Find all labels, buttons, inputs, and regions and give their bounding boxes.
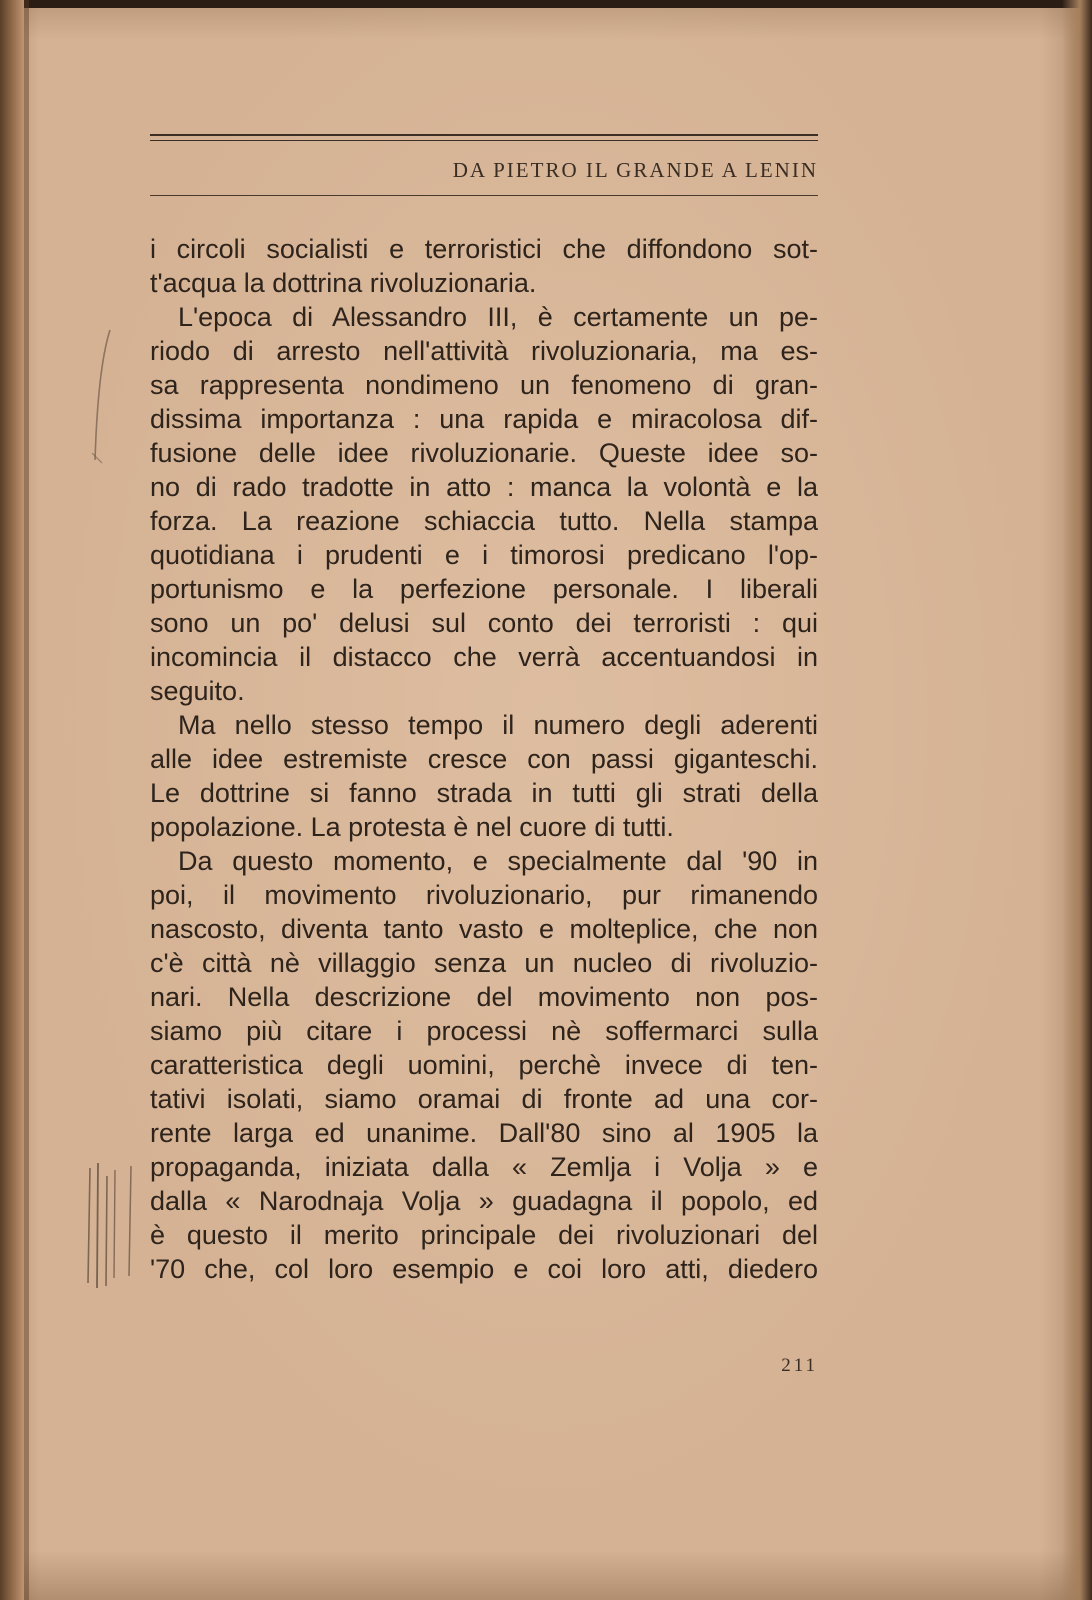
header-rule-top [150, 134, 818, 141]
text-line: Le dottrine si fanno strada in tutti gli strati della [150, 778, 818, 808]
pencil-bracket-mark [80, 325, 120, 475]
text-line: fusione delle idee rivoluzionarie. Queste idee so- [150, 438, 818, 468]
text-line: no di rado tradotte in atto : manca la volontà e la [150, 472, 818, 502]
text-line: Ma nello stesso tempo il numero degli aderenti [178, 710, 818, 740]
text-line: tativi isolati, siamo oramai di fronte ad una cor- [150, 1084, 818, 1114]
page-right-edge [1062, 0, 1092, 1600]
text-line: sa rappresenta nondimeno un fenomeno di gran- [150, 370, 818, 400]
header-rule-bottom [150, 195, 818, 196]
text-line: c'è città nè villaggio senza un nucleo di rivoluzio- [150, 948, 818, 978]
body-text [150, 232, 818, 1286]
text-line: Da questo momento, e specialmente dal '90 in [178, 846, 818, 876]
text-line: quotidiana i prudenti e i timorosi predicano l'op- [150, 540, 818, 570]
spine-shadow [24, 0, 29, 1600]
text-line: seguito. [150, 676, 245, 706]
text-line: popolazione. La protesta è nel cuore di tutti. [150, 812, 674, 842]
pencil-margin-lines [78, 1158, 148, 1298]
text-line: L'epoca di Alessandro III, è certamente un pe- [178, 302, 818, 332]
text-line: dissima importanza : una rapida e miracolosa dif- [150, 404, 818, 434]
text-line: rente larga ed unanime. Dall'80 sino al 1905 la [150, 1118, 818, 1148]
text-line: è questo il merito principale dei rivoluzionari del [150, 1220, 818, 1250]
text-line: incomincia il distacco che verrà accentuandosi in [150, 642, 818, 672]
text-line: '70 che, col loro esempio e coi loro atti, diedero [150, 1254, 818, 1284]
running-head: DA PIETRO IL GRANDE A LENIN [452, 158, 818, 182]
page-number: 211 [781, 1355, 818, 1376]
text-line: alle idee estremiste cresce con passi giganteschi. [150, 744, 818, 774]
text-line: poi, il movimento rivoluzionario, pur rimanendo [150, 880, 818, 910]
text-line: siamo più citare i processi nè soffermarci sulla [150, 1016, 818, 1046]
text-line: dalla « Narodnaja Volja » guadagna il popolo, ed [150, 1186, 818, 1216]
text-line: sono un po' delusi sul conto dei terroristi : qui [150, 608, 818, 638]
text-line: forza. La reazione schiaccia tutto. Nella stampa [150, 506, 818, 536]
page-top-edge [0, 0, 1092, 8]
text-line: portunismo e la perfezione personale. I liberali [150, 574, 818, 604]
text-line: i circoli socialisti e terroristici che diffondono sot- [150, 234, 818, 264]
text-line: riodo di arresto nell'attività rivoluzionaria, ma es- [150, 336, 818, 366]
text-line: nari. Nella descrizione del movimento non pos- [150, 982, 818, 1012]
book-spine [0, 0, 24, 1600]
text-line: propaganda, iniziata dalla « Zemlja i Volja » e [150, 1152, 818, 1182]
text-line: nascosto, diventa tanto vasto e molteplice, che non [150, 914, 818, 944]
text-line: caratteristica degli uomini, perchè invece di ten- [150, 1050, 818, 1080]
text-line: t'acqua la dottrina rivoluzionaria. [150, 268, 537, 298]
